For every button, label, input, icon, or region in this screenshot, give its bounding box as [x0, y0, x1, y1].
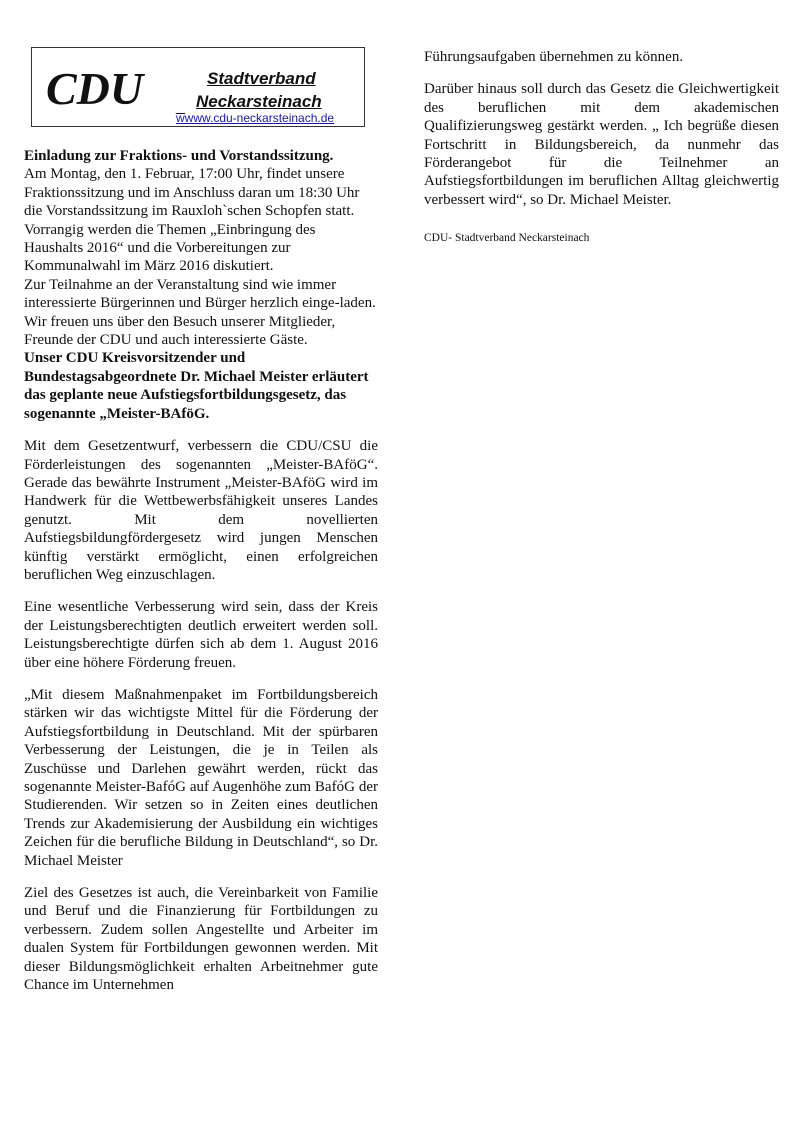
participation-paragraph: Zur Teilnahme an der Veranstaltung sind wie immer interessierte Bürgerinnen und Bürger herzlich einge-laden. Wir freuen uns über den Besuch unserer Mitglieder, Freunde der CDU und auch interessierte Gäste. [24, 276, 376, 349]
org-name-line2: Neckarsteinach [196, 92, 322, 111]
meeting-paragraph: Am Montag, den 1. Februar, 17:00 Uhr, findet unsere Fraktionssitzung und im Anschluss daran um 18:30 Uhr die Vorstandssitzung im Rauxloh`schen Schopfen statt. [24, 166, 360, 220]
right-column [424, 48, 779, 245]
article-heading: Unser CDU Kreisvorsitzender und Bundestagsabgeordnete Dr. Michael Meister erläutert das geplante neue Aufstiegsfortbildungsgesetz, das sogenannte „Meister-BAföG. [24, 350, 369, 422]
article-paragraph-2: Eine wesentliche Verbesserung wird sein, dass der Kreis der Leistungsberechtigten deutlich erweitert werden soll. Leistungsberechtigte dürfen sich ab dem 1. August 2016 über eine höhere Förderung freuen. [24, 599, 378, 671]
article-quote-paragraph: „Mit diesem Maßnahmenpaket im Fortbildungsbereich stärken wir das wichtigste Mittel für die Förderung der Aufstiegsfortbildung in Deutschland. Mit der spürbaren Verbesserung der Leistungen, die je in Teilen als Zuschüsse und Darlehen gewährt werden, rückt das sogenannte Meister-BafóG auf Augenhöhe zum BafóG der Studierenden. Wir setzen so in Zeiten eines deutlichen Trends zur Akademisierung der Ausbildung ein wichtiges Zeichen für die berufliche Bildung in Deutschland“, so Dr. Michael Meister [24, 686, 378, 869]
continuation-line: Führungsaufgaben übernehmen zu können. [424, 49, 684, 65]
invitation-heading: Einladung zur Fraktions- und Vorstandssitzung. [24, 148, 334, 164]
topics-paragraph: Vorrangig werden die Themen „Einbringung des Haushalts 2016“ und die Vorbereitungen zur Kommunalwahl im März 2016 diskutiert. [24, 221, 316, 275]
letterhead-box [31, 47, 365, 127]
signature: CDU- Stadtverband Neckarsteinach [424, 232, 590, 245]
cdu-logo: CDU [46, 63, 144, 114]
org-name-line1: Stadtverband [207, 69, 316, 88]
article-paragraph-4: Darüber hinaus soll durch das Gesetz die Gleichwertigkeit des beruflichen mit dem akademischen Qualifizierungsweg gestärkt werden. „ Ich begrüße diesen Fortschritt in Bildungsbereich, da nunmehr das Förderangebot für die Teilnehmer an Aufstiegsfortbildungen im beruflichen Alltag gleichwertig verbessert wird“, so Dr. Michael Meister. [424, 81, 779, 208]
website-link[interactable]: wwww.cdu-neckarsteinach.de [176, 111, 335, 125]
org-dash: _ [176, 98, 185, 115]
article-paragraph-3: Ziel des Gesetzes ist auch, die Vereinbarkeit von Familie und Beruf und die Finanzierung für Fortbildungen zu verbessern. Zudem sollen Angestellte und Arbeiter im dualen System für Fortbildungen gewonnen werden. Mit dieser Bildungsmöglichkeit erhalten Arbeitnehmer gute Chance im Unternehmen [24, 885, 378, 994]
article-paragraph-1: Mit dem Gesetzentwurf, verbessern die CDU/CSU die Förderleistungen des sogenannten „Meister-BAföG“. Gerade das bewährte Instrument „Meister-BAföG wird im Handwerk für die Wettbewerbsfähigkeit unseres Landes genutzt. Mit dem novellierten Aufstiegsbildungfördergesetz wird jungen Menschen künftig verstärkt ermöglicht, einen erfolgreichen beruflichen Weg einzuschlagen. [24, 438, 378, 583]
left-column [24, 147, 378, 994]
